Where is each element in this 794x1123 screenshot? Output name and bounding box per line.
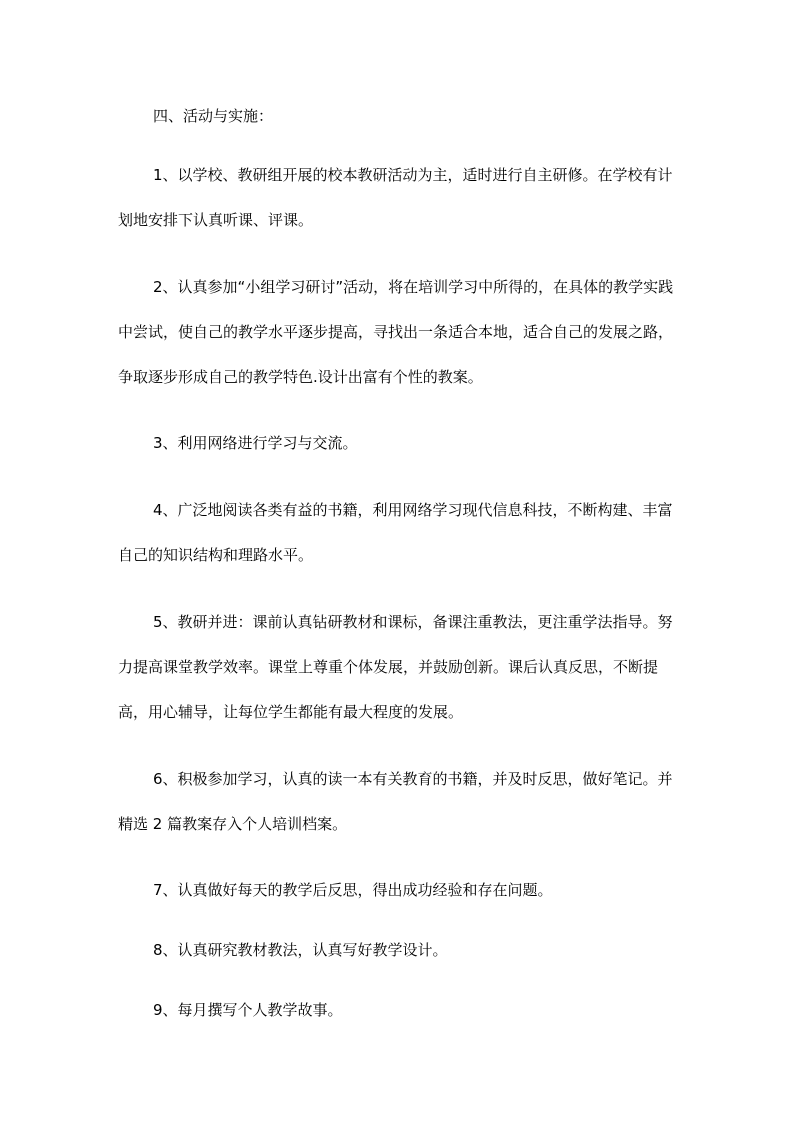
document-body (118, 101, 678, 1055)
section-heading: 四、活动与实施： (153, 107, 274, 125)
list-item-7: 7、认真做好每天的教学后反思，得出成功经验和存在问题。 (153, 881, 553, 899)
list-item-2: 2、认真参加“小组学习研讨”活动，将在培训学习中所得的，在具体的教学实践中尝试，使自己的教学水平逐步提高，寻找出一条适合本地，适合自己的发展之路，争取逐步形成自己的教学特色.设计出富有个性的教案。 (118, 278, 674, 386)
list-item-5: 5、教研并进：课前认真钻研教材和课标，备课注重教法，更注重学法指导。努力提高课堂教学效率。课堂上尊重个体发展，并鼓励创新。课后认真反思，不断提高，用心辅导，让每位学生都能有最大程度的发展。 (118, 613, 673, 721)
list-item-6: 6、积极参加学习，认真的读一本有关教育的书籍，并及时反思，做好笔记。并精选 2 篇教案存入个人培训档案。 (118, 770, 673, 833)
list-item-9: 9、每月撰写个人教学故事。 (153, 1001, 343, 1019)
list-item-1: 1、以学校、教研组开展的校本教研活动为主，适时进行自主研修。在学校有计划地安排下认真听课、评课。 (118, 166, 673, 229)
list-item-8: 8、认真研究教材教法，认真写好教学设计。 (153, 941, 448, 959)
list-item-3: 3、利用网络进行学习与交流。 (153, 434, 358, 452)
list-item-4: 4、广泛地阅读各类有益的书籍，利用网络学习现代信息科技，不断构建、丰富自己的知识结构和理路水平。 (118, 501, 673, 564)
